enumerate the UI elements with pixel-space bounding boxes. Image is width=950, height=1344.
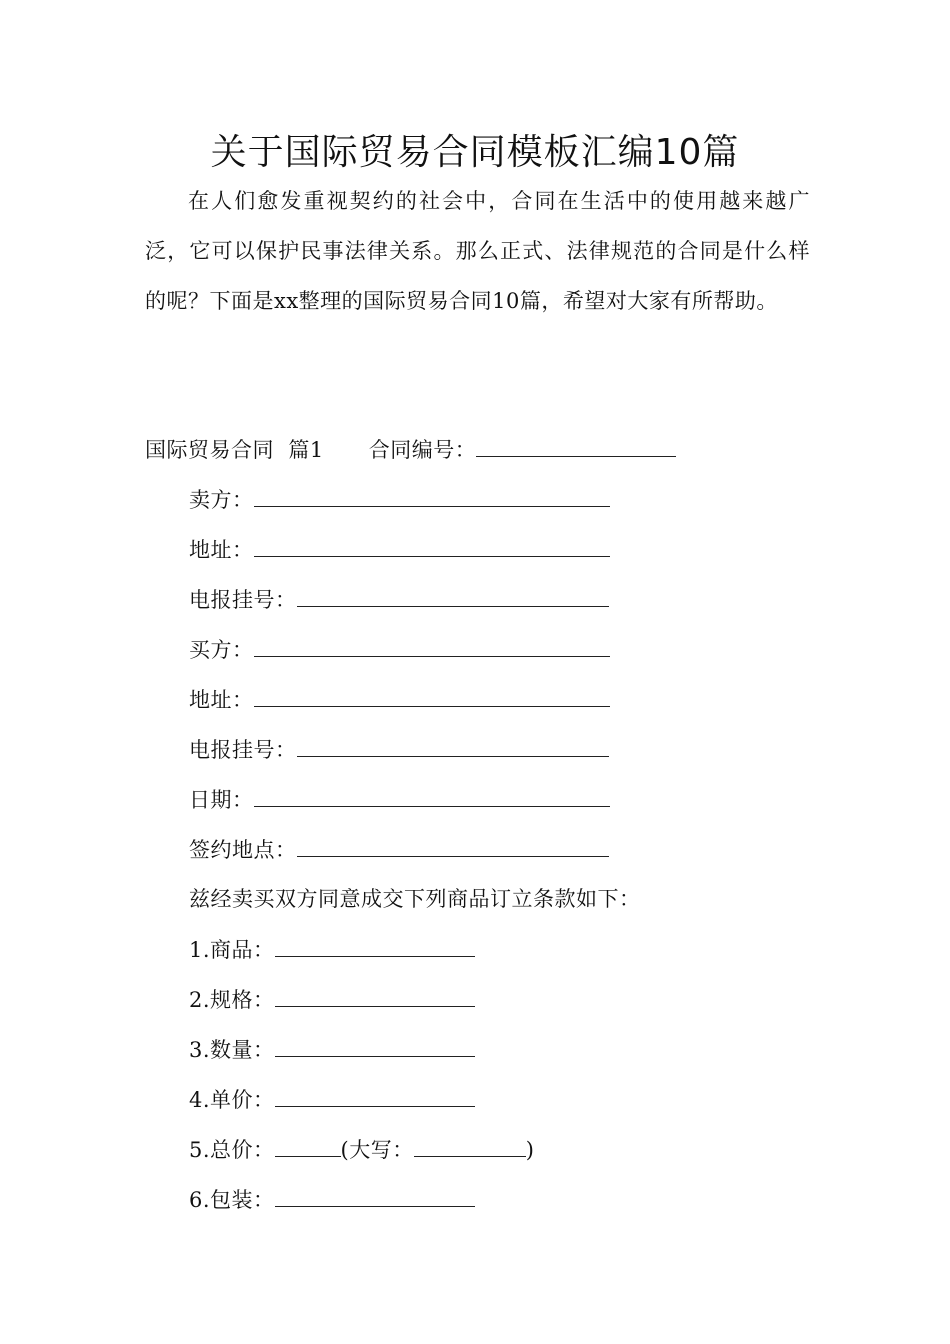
seller-address-label: 地址：	[189, 538, 254, 562]
item-row-quantity	[189, 1034, 475, 1065]
signing-place-label: 签约地点：	[189, 838, 297, 862]
contract-number-blank[interactable]	[476, 434, 676, 457]
date-label: 日期：	[189, 788, 254, 812]
buyer-telegraph-blank[interactable]	[297, 734, 609, 757]
buyer-label: 买方：	[189, 638, 254, 662]
buyer-address-label: 地址：	[189, 688, 254, 712]
seller-address-blank[interactable]	[254, 534, 610, 557]
item-row-unit-price	[189, 1084, 475, 1115]
contract-heading-row	[145, 434, 676, 465]
item-blank[interactable]	[275, 934, 475, 957]
seller-telegraph-blank[interactable]	[297, 584, 609, 607]
item-row-goods	[189, 934, 475, 965]
total-daxie-label: (大写：	[340, 1138, 414, 1162]
date-blank[interactable]	[254, 784, 610, 807]
contract-number-label: 合同编号：	[368, 438, 477, 462]
item-label: 6.包装：	[189, 1188, 275, 1212]
buyer-address-row	[189, 684, 610, 715]
item-label: 4.单价：	[189, 1088, 275, 1112]
item-row-packing	[189, 1184, 475, 1215]
total-amount-blank[interactable]	[275, 1134, 341, 1157]
seller-telegraph-label: 电报挂号：	[189, 588, 297, 612]
contract-heading: 国际贸易合同 篇1	[145, 438, 324, 462]
intro-paragraph: 在人们愈发重视契约的社会中，合同在生活中的使用越来越广泛，它可以保护民事法律关系。那么正式、法律规范的合同是什么样的呢？下面是xx整理的国际贸易合同10篇，希望对大家有所帮助。	[145, 189, 810, 313]
item-blank[interactable]	[275, 1034, 475, 1057]
item-blank[interactable]	[275, 1184, 475, 1207]
item-blank[interactable]	[275, 1084, 475, 1107]
item-label: 5.总价：	[189, 1138, 275, 1162]
total-daxie-blank[interactable]	[414, 1134, 526, 1157]
buyer-address-blank[interactable]	[254, 684, 610, 707]
signing-place-blank[interactable]	[297, 834, 609, 857]
document-title: 关于国际贸易合同模板汇编10篇	[210, 132, 740, 173]
seller-address-row	[189, 534, 610, 565]
date-row	[189, 784, 610, 815]
seller-blank[interactable]	[254, 484, 610, 507]
seller-telegraph-row	[189, 584, 609, 615]
agreement-row	[189, 884, 641, 914]
buyer-telegraph-row	[189, 734, 609, 765]
buyer-blank[interactable]	[254, 634, 610, 657]
item-row-spec	[189, 984, 475, 1015]
seller-label: 卖方：	[189, 488, 254, 512]
item-blank[interactable]	[275, 984, 475, 1007]
buyer-row	[189, 634, 610, 665]
item-label: 2.规格：	[189, 988, 275, 1012]
buyer-telegraph-label: 电报挂号：	[189, 738, 297, 762]
agreement-text: 兹经卖买双方同意成交下列商品订立条款如下：	[189, 887, 641, 911]
item-label: 1.商品：	[189, 938, 275, 962]
item-label: 3.数量：	[189, 1038, 275, 1062]
seller-row	[189, 484, 610, 515]
item-row-total	[189, 1134, 534, 1165]
total-daxie-close: )	[525, 1138, 535, 1162]
signing-place-row	[189, 834, 609, 865]
